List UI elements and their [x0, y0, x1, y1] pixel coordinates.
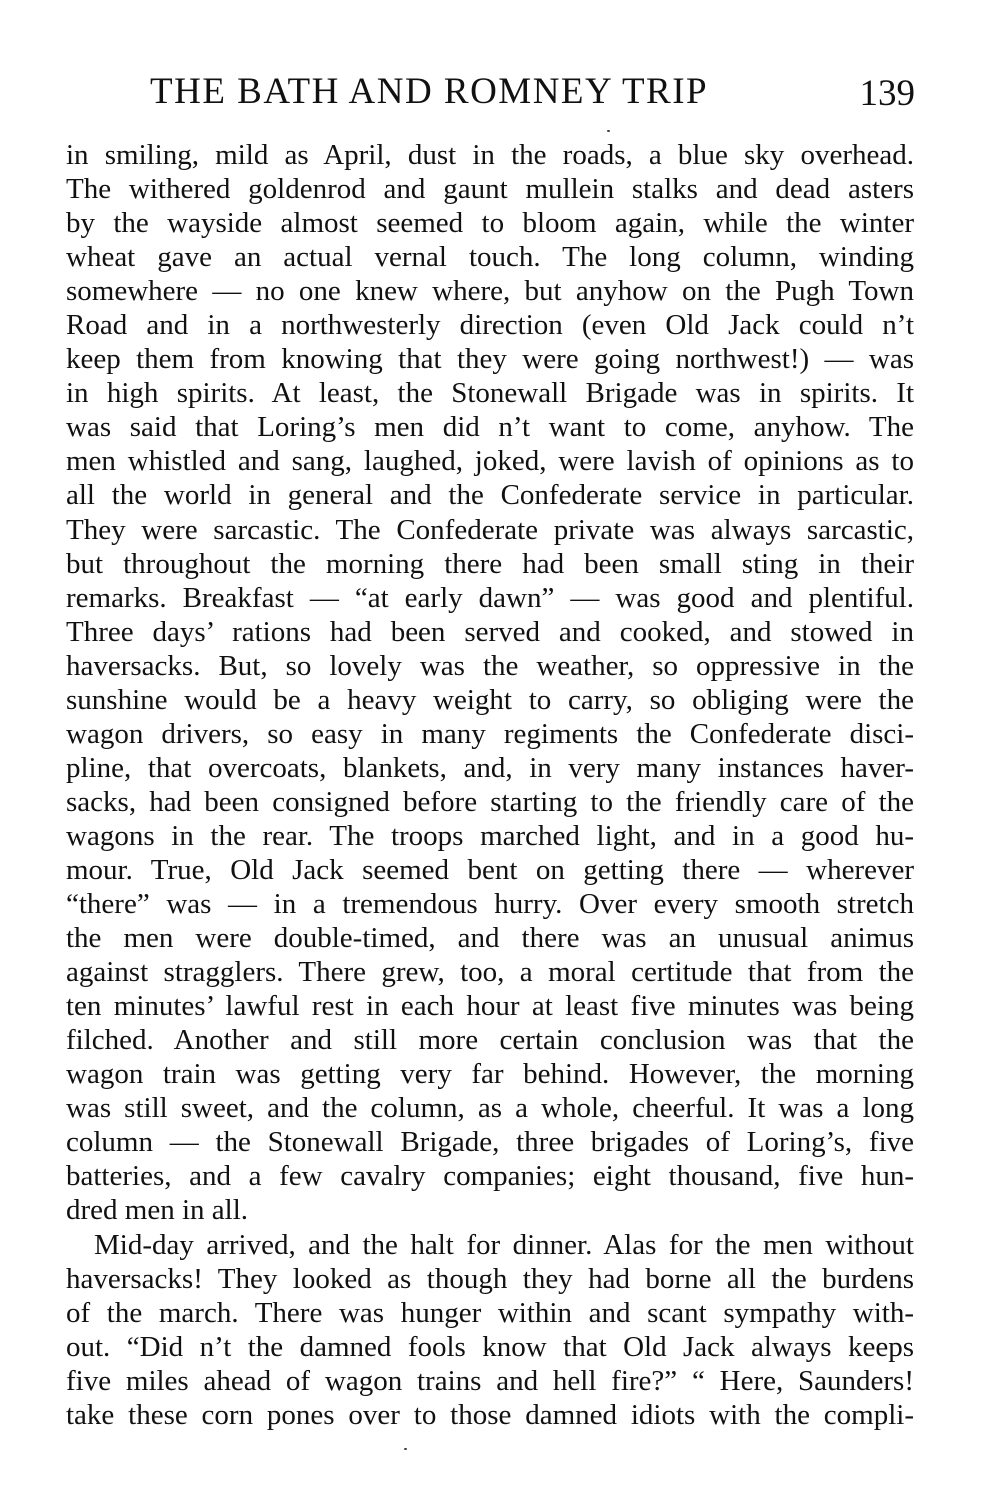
text-line: but throughout the morning there had been small sting in their [66, 547, 914, 580]
page-number: 139 [859, 73, 915, 114]
text-line: haversacks. But, so lovely was the weather, so oppressive in the [66, 649, 914, 682]
text-line: of the march. There was hunger within and scant sympathy with- [66, 1296, 914, 1329]
text-line: wheat gave an actual vernal touch. The long column, winding [66, 241, 914, 274]
print-speck [404, 1448, 407, 1450]
text-line: column — the Stonewall Brigade, three brigades of Loring’s, five [66, 1126, 914, 1159]
body-text [66, 138, 914, 1432]
text-line: pline, that overcoats, blankets, and, in very many instances haver- [66, 751, 914, 784]
text-line: all the world in general and the Confederate service in particular. [66, 479, 914, 512]
text-line: was said that Loring’s men did n’t want to come, anyhow. The [66, 411, 914, 444]
text-line: “there” was — in a tremendous hurry. Over every smooth stretch [66, 888, 914, 921]
text-line: out. “Did n’t the damned fools know that Old Jack always keeps [66, 1330, 914, 1363]
text-line: five miles ahead of wagon trains and hell fire?” “ Here, Saunders! [66, 1364, 914, 1397]
text-line: wagon drivers, so easy in many regiments the Confederate disci- [66, 717, 914, 750]
text-line: wagon train was getting very far behind. However, the morning [66, 1058, 914, 1091]
text-line: batteries, and a few cavalry companies; eight thousand, five hun- [66, 1160, 914, 1193]
running-head: THE BATH AND ROMNEY TRIP [150, 71, 709, 112]
text-line: by the wayside almost seemed to bloom again, while the winter [66, 207, 914, 240]
text-line: haversacks! They looked as though they had borne all the burdens [66, 1262, 914, 1295]
text-line: sunshine would be a heavy weight to carry, so obliging were the [66, 683, 914, 716]
text-line: Three days’ rations had been served and cooked, and stowed in [66, 615, 914, 648]
text-line: take these corn pones over to those damned idiots with the compli- [66, 1398, 914, 1431]
text-line: in smiling, mild as April, dust in the roads, a blue sky overhead. [66, 139, 914, 171]
paragraph-end-line: dred men in all. [66, 1194, 249, 1227]
text-line: wagons in the rear. The troops marched light, and in a good hu- [66, 819, 914, 852]
text-line: ten minutes’ lawful rest in each hour at least five minutes was being [66, 990, 914, 1023]
text-line: the men were double-timed, and there was an unusual animus [66, 922, 914, 955]
text-line: somewhere — no one knew where, but anyhow on the Pugh Town [66, 275, 914, 308]
text-line: Road and in a northwesterly direction (even Old Jack could n’t [66, 309, 914, 342]
text-line: They were sarcastic. The Confederate private was always sarcastic, [66, 513, 914, 546]
text-line: was still sweet, and the column, as a whole, cheerful. It was a long [66, 1092, 914, 1125]
text-line: sacks, had been consigned before starting to the friendly care of the [66, 785, 914, 818]
text-line: men whistled and sang, laughed, joked, were lavish of opinions as to [66, 445, 914, 478]
text-line: in high spirits. At least, the Stonewall Brigade was in spirits. It [66, 377, 914, 410]
print-speck [607, 130, 610, 132]
page-header [150, 70, 915, 120]
text-line: mour. True, Old Jack seemed bent on getting there — wherever [66, 853, 914, 886]
text-line: filched. Another and still more certain conclusion was that the [66, 1024, 914, 1057]
text-line: keep them from knowing that they were going northwest!) — was [66, 343, 914, 376]
text-line: The withered goldenrod and gaunt mullein stalks and dead asters [66, 173, 914, 206]
text-line: remarks. Breakfast — “at early dawn” — was good and plentiful. [66, 581, 914, 614]
paragraph-start-line: Mid-day arrived, and the halt for dinner. Alas for the men without [94, 1228, 914, 1261]
text-line: against stragglers. There grew, too, a moral certitude that from the [66, 956, 914, 989]
